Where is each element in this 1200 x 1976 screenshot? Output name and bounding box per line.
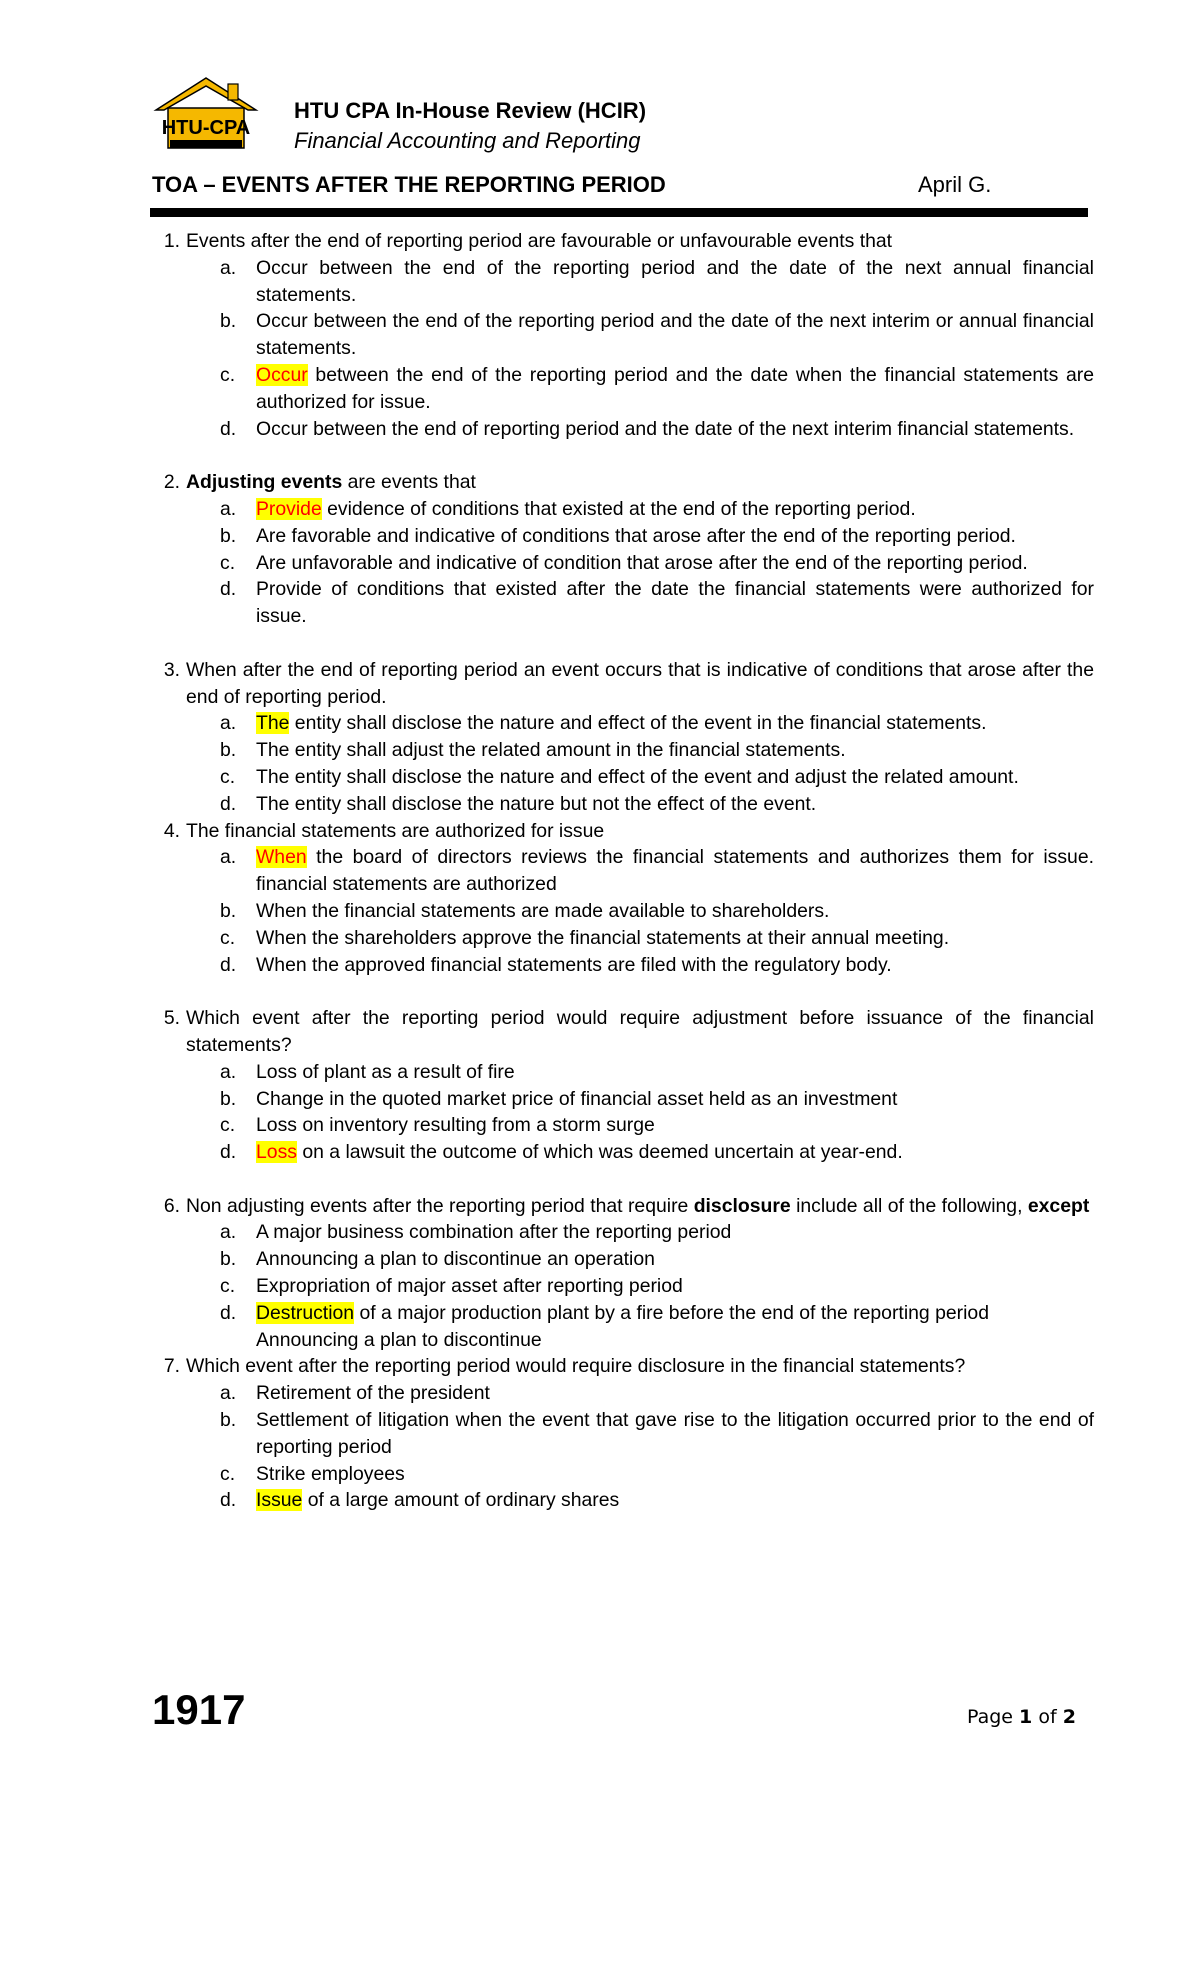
question-6: 6. Non adjusting events after the reporting period that require disclosure include all of the following, except <box>150 1193 1094 1220</box>
answer-highlight: Occur <box>256 363 308 386</box>
topic-heading: TOA – EVENTS AFTER THE REPORTING PERIOD <box>152 172 666 197</box>
option-2d: d. Provide of conditions that existed after the date the financial statements were authorized for issue. <box>220 578 1094 628</box>
question-number: 3. <box>163 658 180 681</box>
option-4b: b. When the financial statements are made available to shareholders. <box>220 899 830 922</box>
option-4a: a. When the board of directors reviews the financial statements and authorizes them for issue. financial statements are authorized <box>220 846 1094 896</box>
logo-text: HTU-CPA <box>161 117 251 139</box>
question-text: Events after the end of reporting period are favourable or unfavourable events that <box>186 230 893 252</box>
option-3d: d. The entity shall disclose the nature but not the effect of the event. <box>220 792 817 815</box>
question-number: 4. <box>163 819 180 842</box>
review-title: HTU CPA In-House Review (HCIR) <box>294 98 647 123</box>
option-4d: d. When the approved financial statements are filed with the regulatory body. <box>220 953 892 976</box>
answer-highlight: Issue <box>256 1489 303 1512</box>
question-2: 2. Adjusting events are events that <box>150 469 1094 496</box>
answer-highlight: When <box>256 846 307 869</box>
option-6d: d. Destruction of a major production plant by a fire before the end of the reporting period <box>220 1301 989 1324</box>
question-number: 7. <box>163 1355 180 1378</box>
question-1 <box>150 228 1094 255</box>
option-2a: a. Provide evidence of conditions that existed at the end of the reporting period. <box>220 497 916 520</box>
option-6a: a. A major business combination after the reporting period <box>220 1221 732 1244</box>
option-6c: c. Expropriation of major asset after reporting period <box>220 1275 683 1298</box>
option-1c: c. Occur between the end of the reporting period and the date when the financial statements are authorized for issue. <box>220 363 1094 413</box>
option-3a: a. The entity shall disclose the nature and effect of the event in the financial statements. <box>220 712 987 735</box>
answer-highlight: Destruction <box>256 1301 355 1324</box>
question-4: 4. The financial statements are authorized for issue <box>150 818 1094 845</box>
option-6b: b. Announcing a plan to discontinue an operation <box>220 1248 655 1271</box>
option-7c: c. Strike employees <box>220 1462 405 1485</box>
question-number: 6. <box>163 1194 180 1217</box>
option-1d: d. Occur between the end of reporting period and the date of the next interim financial statements. <box>220 417 1075 440</box>
option-5a: a. Loss of plant as a result of fire <box>220 1060 515 1083</box>
page-indicator: Page 1 of 2 <box>967 1706 1076 1728</box>
questions-list <box>150 228 1094 1514</box>
option-1a: a. Occur between the end of the reporting period and the date of the next annual financial statements. <box>220 256 1094 306</box>
option-2b: b. Are favorable and indicative of conditions that arose after the end of the reporting period. <box>220 524 1016 547</box>
htu-cpa-logo <box>152 76 260 154</box>
option-4c: c. When the shareholders approve the financial statements at their annual meeting. <box>220 926 950 949</box>
option-7d: d. Issue of a large amount of ordinary shares <box>220 1489 620 1512</box>
answer-highlight: The <box>256 712 290 735</box>
header-divider <box>150 208 1088 217</box>
option-3c: c. The entity shall disclose the nature and effect of the event and adjust the related amount. <box>220 765 1019 788</box>
subject-subtitle: Financial Accounting and Reporting <box>294 128 641 153</box>
option-2c: c. Are unfavorable and indicative of condition that arose after the end of the reporting period. <box>220 551 1028 574</box>
option-7b: b. Settlement of litigation when the event that gave rise to the litigation occurred prior to the end of reporting period <box>220 1409 1094 1458</box>
question-5: 5. Which event after the reporting period would require adjustment before issuance of the financial statements? <box>150 1005 1094 1059</box>
question-number: 2. <box>163 471 180 494</box>
question-7: 7. Which event after the reporting period would require disclosure in the financial statements? <box>150 1353 1094 1380</box>
option-5d: d. Loss on a lawsuit the outcome of which was deemed uncertain at year-end. <box>220 1141 903 1164</box>
option-7a: a. Retirement of the president <box>220 1382 490 1405</box>
question-3: 3. When after the end of reporting period an event occurs that is indicative of conditions that arose after the end of reporting period. <box>150 657 1094 711</box>
author-name: April G. <box>918 172 992 197</box>
answer-highlight: Provide <box>256 497 322 520</box>
question-number: 1. <box>163 230 180 252</box>
option-6d-extra: Announcing a plan to discontinue <box>256 1328 542 1351</box>
option-3b: b. The entity shall adjust the related amount in the financial statements. <box>220 739 846 762</box>
answer-highlight: Loss <box>256 1141 297 1164</box>
question-number: 5. <box>163 1007 180 1030</box>
option-5c: c. Loss on inventory resulting from a storm surge <box>220 1114 655 1137</box>
option-1b: b. Occur between the end of the reporting period and the date of the next interim or annual financial statements. <box>220 310 1094 360</box>
document-code: 1917 <box>152 1686 246 1733</box>
option-5b: b. Change in the quoted market price of financial asset held as an investment <box>220 1087 898 1110</box>
